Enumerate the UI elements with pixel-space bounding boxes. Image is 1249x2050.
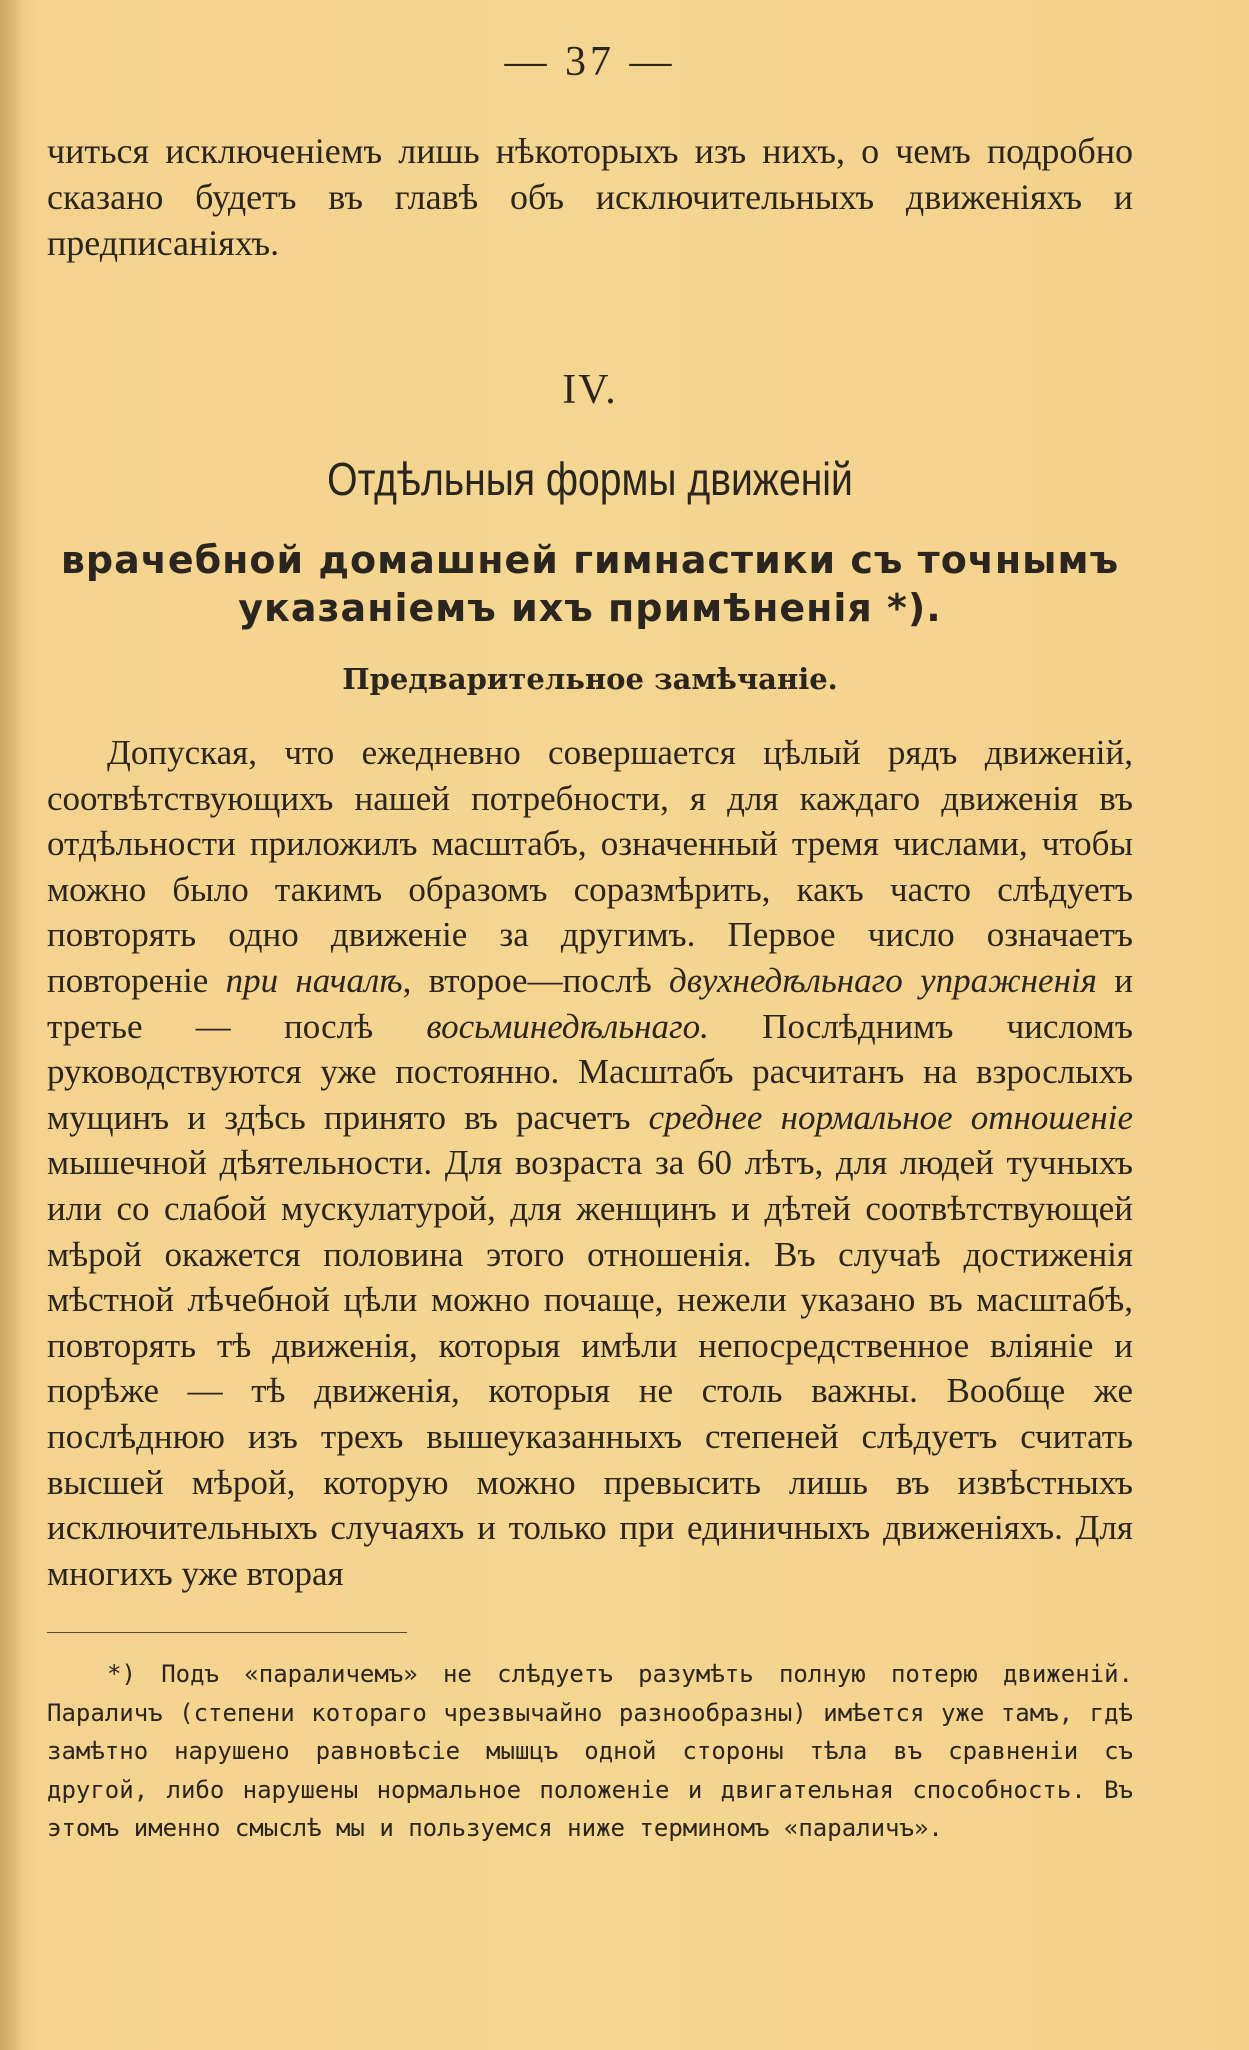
body-italic-2: двухнедѣльнаго упражненія: [669, 960, 1097, 1000]
body-italic-4: среднее нормальное отношеніе: [648, 1097, 1133, 1137]
section-number: IV.: [562, 367, 618, 413]
body-text-5: мышечной дѣятельности. Для возраста за 60 лѣтъ, для людей тучныхъ или со слабой мускулатурой, для женщинъ и дѣтей соотвѣтствующей мѣрой окажется половина этого отношенія. Въ случаѣ достиженія мѣстной лѣчебной цѣли можно почаще, нежели указано въ масштабѣ, повторять тѣ движенія, которыя имѣли непосредственное вліяніе и порѣже — тѣ движенія, которыя не столь важны. Вообще же послѣднюю изъ трехъ вышеуказанныхъ степеней слѣдуетъ считать высшей мѣрой, которую можно превысить лишь въ извѣстныхъ исключительныхъ случаяхъ и только при единичныхъ движеніяхъ. Для многихъ уже вторая: [47, 1143, 1133, 1593]
binding-edge: [0, 0, 22, 2050]
body-text-4: Послѣднимъ числомъ руководствуются уже постоянно. Масштабъ расчитанъ на взрослыхъ мущинъ и здѣсь принято въ расчетъ: [47, 1006, 1133, 1137]
footnote: *) Подъ «параличемъ» не слѣдуетъ разумѣть полную потерю движеній. Параличъ (степени котораго чрезвычайно разнообразны) имѣется уже тамъ, гдѣ замѣтно нарушено равновѣсіе мышцъ одной стороны тѣла въ сравненіи съ другой, либо нарушены нормальное положеніе и двигательная способность. Въ этомъ именно смыслѣ мы и пользуемся ниже терминомъ «параличъ».: [47, 1660, 1133, 1843]
section-subtitle: врачебной домашней гимнастики съ точнымъ указаніемъ ихъ примѣненія *).: [60, 538, 1120, 630]
body-text-1: Допуская, что ежедневно совершается цѣлый рядъ движеній, соотвѣтствующихъ нашей потребности, я для каждаго движенія въ отдѣльности приложилъ масштабъ, означенный тремя числами, чтобы можно было такимъ образомъ соразмѣрить, какъ часто слѣдуетъ повторять одно движеніе за другимъ. Первое число означаетъ повтореніе: [47, 733, 1133, 1000]
page-number: — 37 —: [504, 39, 676, 85]
footnote-divider: [47, 1632, 407, 1633]
page-content: [47, 128, 1133, 1848]
body-text-3: и третье — послѣ: [47, 960, 1133, 1046]
body-italic-1: при началѣ: [225, 960, 403, 1000]
body-paragraph: [47, 730, 1133, 1596]
body-text-2: , второе—послѣ: [402, 960, 669, 1000]
body-italic-3: восьминедѣльнаго.: [426, 1006, 709, 1046]
note-heading: Предварительное замѣчаніе.: [342, 662, 838, 696]
section-title: Отдѣльныя формы движеній: [327, 453, 853, 505]
continuation-paragraph: читься исключеніемъ лишь нѣкоторыхъ изъ нихъ, о чемъ подробно сказано будетъ въ главѣ объ исключительныхъ движеніяхъ и предписаніяхъ.: [47, 131, 1133, 263]
